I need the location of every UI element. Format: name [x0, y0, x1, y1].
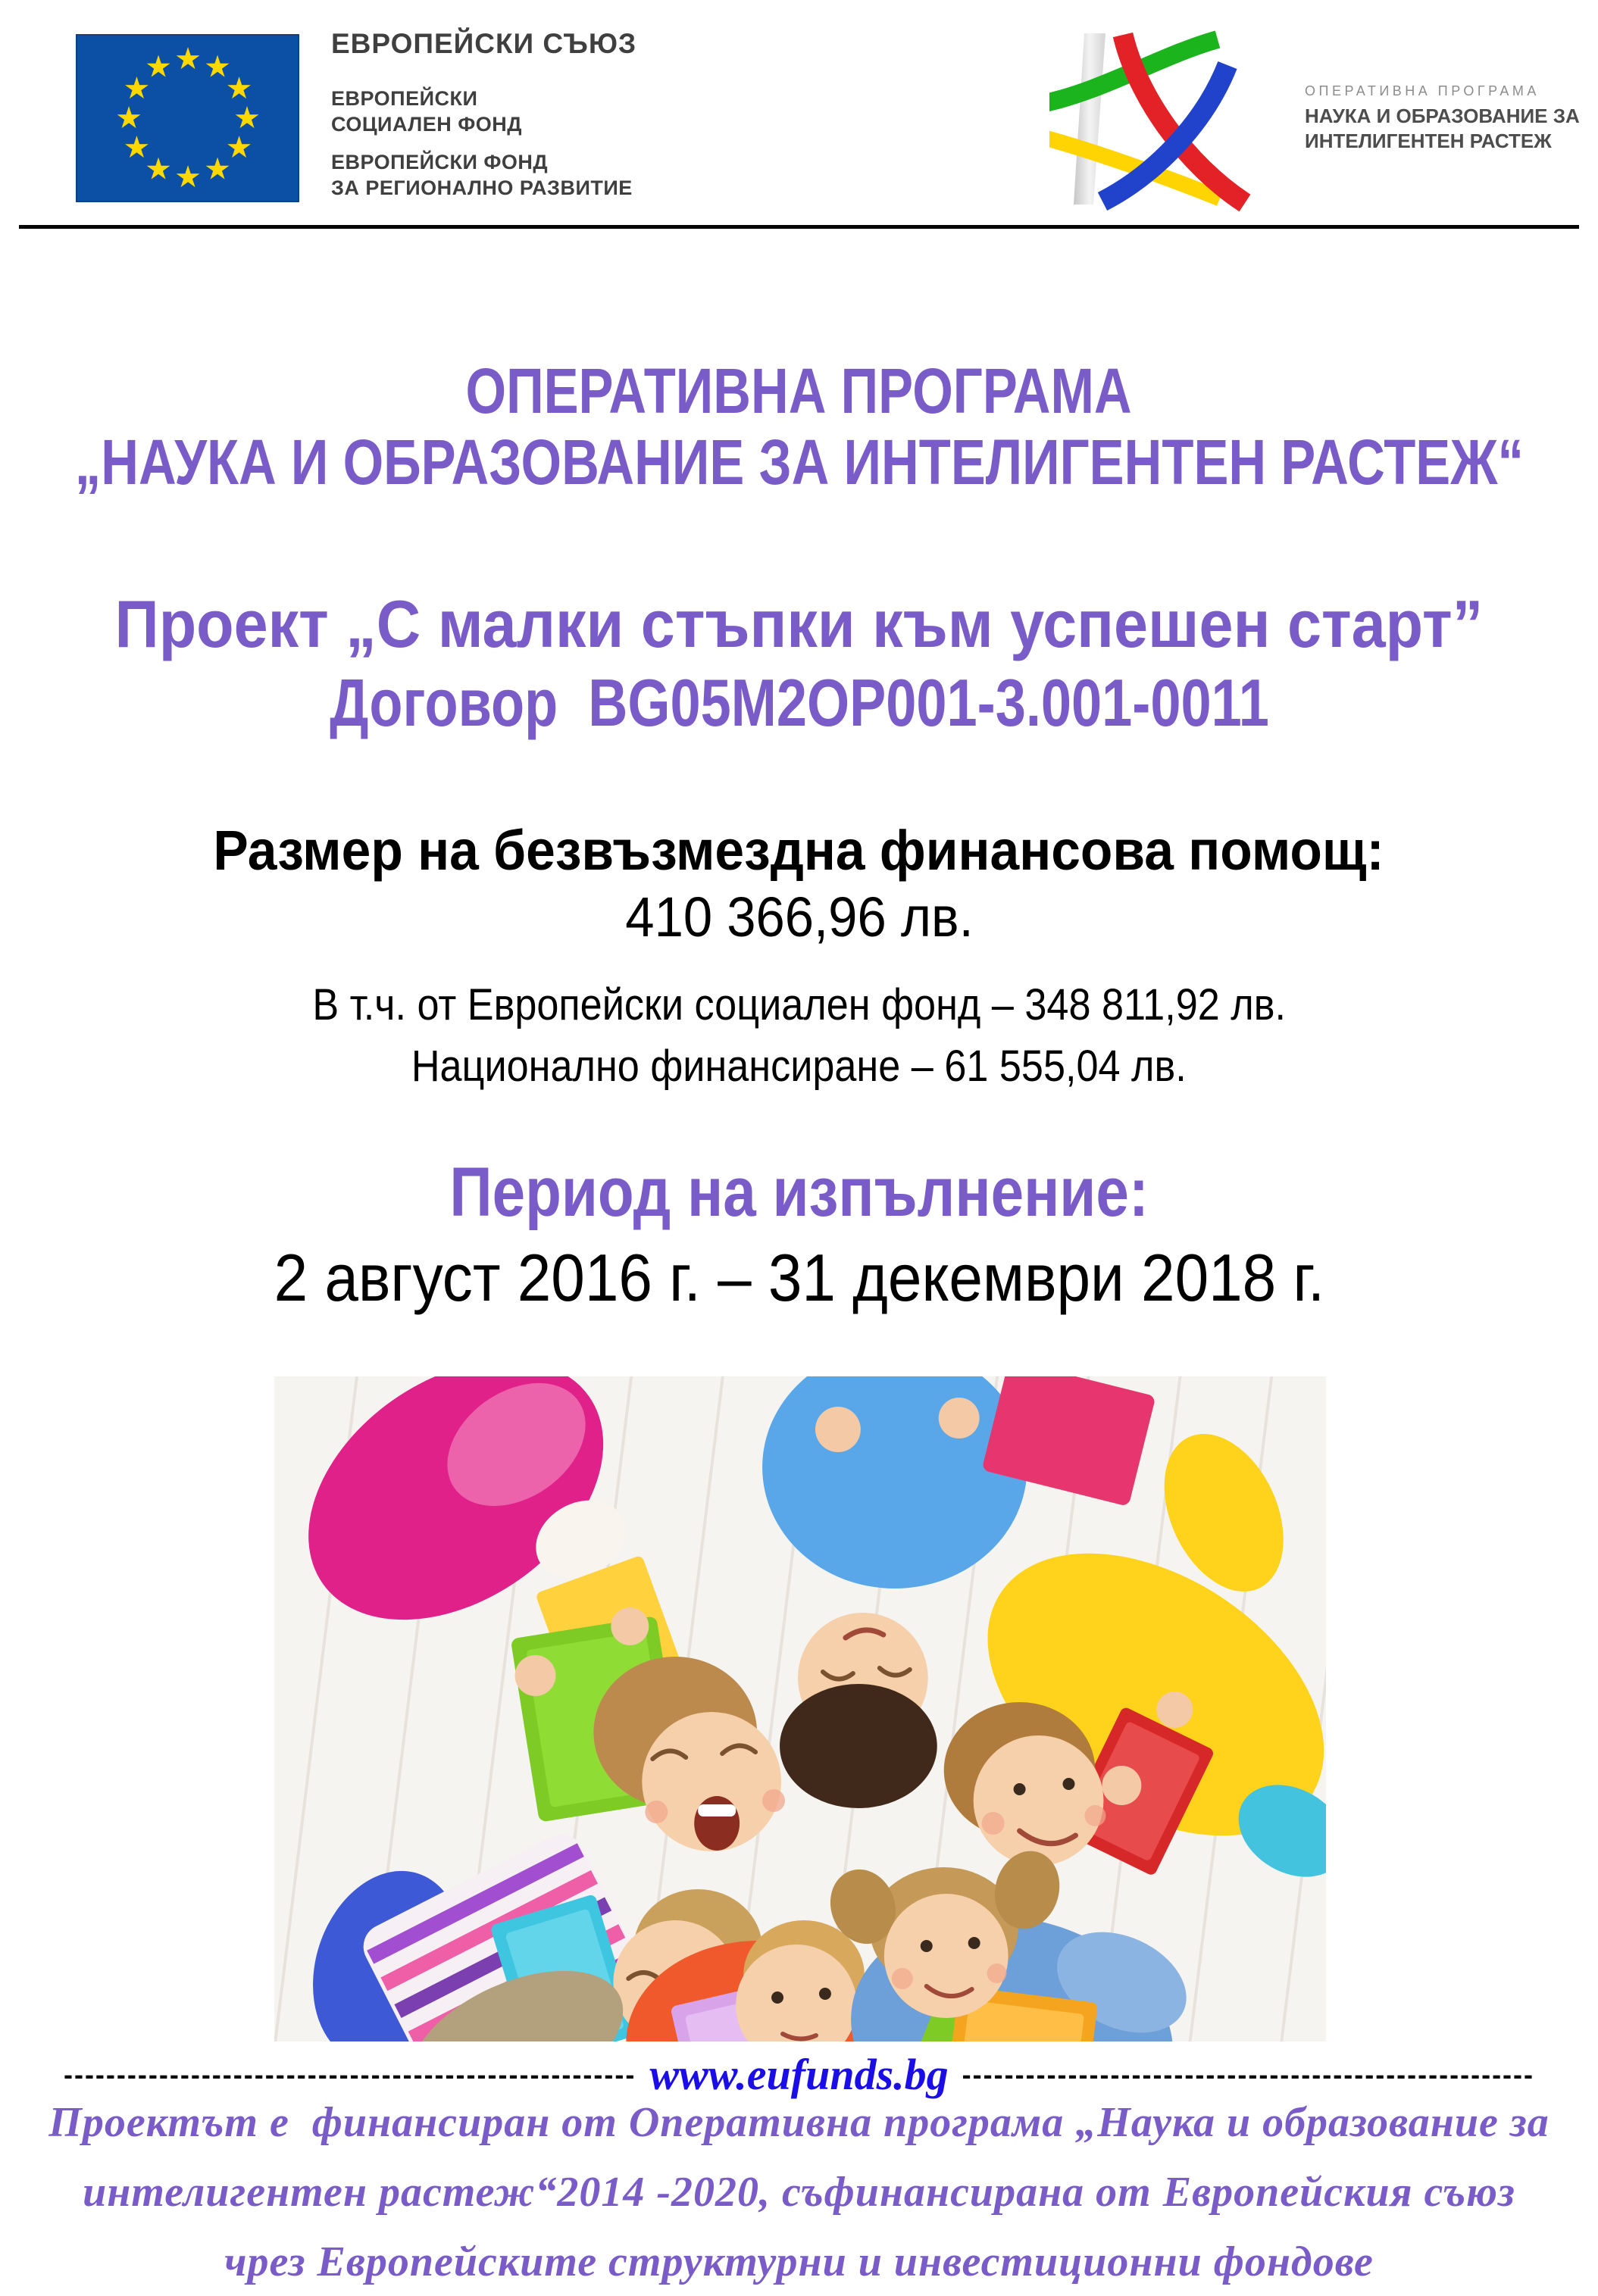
header-divider: [19, 225, 1579, 229]
grant-heading: Размер на безвъзмездна финансова помощ:: [213, 819, 1385, 882]
dash-line-left: ------------------------------------------------------: [63, 2058, 636, 2090]
operational-programme-logo-text: [1305, 83, 1580, 154]
eu-logo-text: [331, 28, 637, 199]
contract-number-line: Договор BG05M2OP001-3.001-0011: [329, 665, 1269, 740]
eu-social-fund-label: ЕВРОПЕЙСКИ СОЦИАЛЕН ФОНД: [331, 87, 523, 136]
grant-total-amount: 410 366,96 лв.: [624, 886, 974, 948]
children-photo-illustration: [274, 1376, 1326, 2041]
period-heading: Период на изпълнение:: [449, 1154, 1149, 1231]
grant-national-amount: Национално финансиране – 61 555,04 лв.: [411, 1042, 1187, 1091]
program-title-line1: ОПЕРАТИВНА ПРОГРАМА: [465, 355, 1133, 426]
project-name-line: Проект „С малки стъпки към успешен старт”: [114, 586, 1484, 661]
eu-regional-fund-label: ЕВРОПЕЙСКИ ФОНД ЗА РЕГИОНАЛНО РАЗВИТИЕ: [331, 151, 633, 199]
children-photo: [274, 1376, 1326, 2041]
eu-union-title: ЕВРОПЕЙСКИ СЪЮЗ: [331, 28, 637, 59]
dash-line-right: ------------------------------------------------------: [962, 2058, 1535, 2090]
eufunds-website-link[interactable]: www.eufunds.bg: [649, 2050, 949, 2099]
grant-esf-amount: В т.ч. от Европейски социален фонд – 348 811,92 лв.: [312, 980, 1286, 1029]
eu-flag-logo: [76, 34, 299, 202]
program-title-line2: „НАУКА И ОБРАЗОВАНИЕ ЗА ИНТЕЛИГЕНТЕН РАСТЕЖ“: [74, 426, 1524, 498]
operational-programme-ribbons-logo: [1049, 17, 1299, 217]
period-value: 2 август 2016 г. – 31 декември 2018 г.: [274, 1240, 1324, 1315]
funding-note-line3: чрез Европейските структурни и инвестиционни фондове: [224, 2238, 1374, 2285]
funding-note-line1: Проектът е финансиран от Оперативна програма „Наука и образование за: [48, 2099, 1550, 2146]
op-name-line2: ИНТЕЛИГЕНТЕН РАСТЕЖ: [1305, 130, 1552, 152]
funding-note-line2: интелигентен растеж“2014 -2020, съфинансирана от Европейския съюз: [83, 2169, 1515, 2216]
website-divider-row: [0, 2049, 1598, 2100]
op-kicker: ОПЕРАТИВНА ПРОГРАМА: [1305, 83, 1540, 98]
op-name-line1: НАУКА И ОБРАЗОВАНИЕ ЗА: [1305, 105, 1580, 127]
